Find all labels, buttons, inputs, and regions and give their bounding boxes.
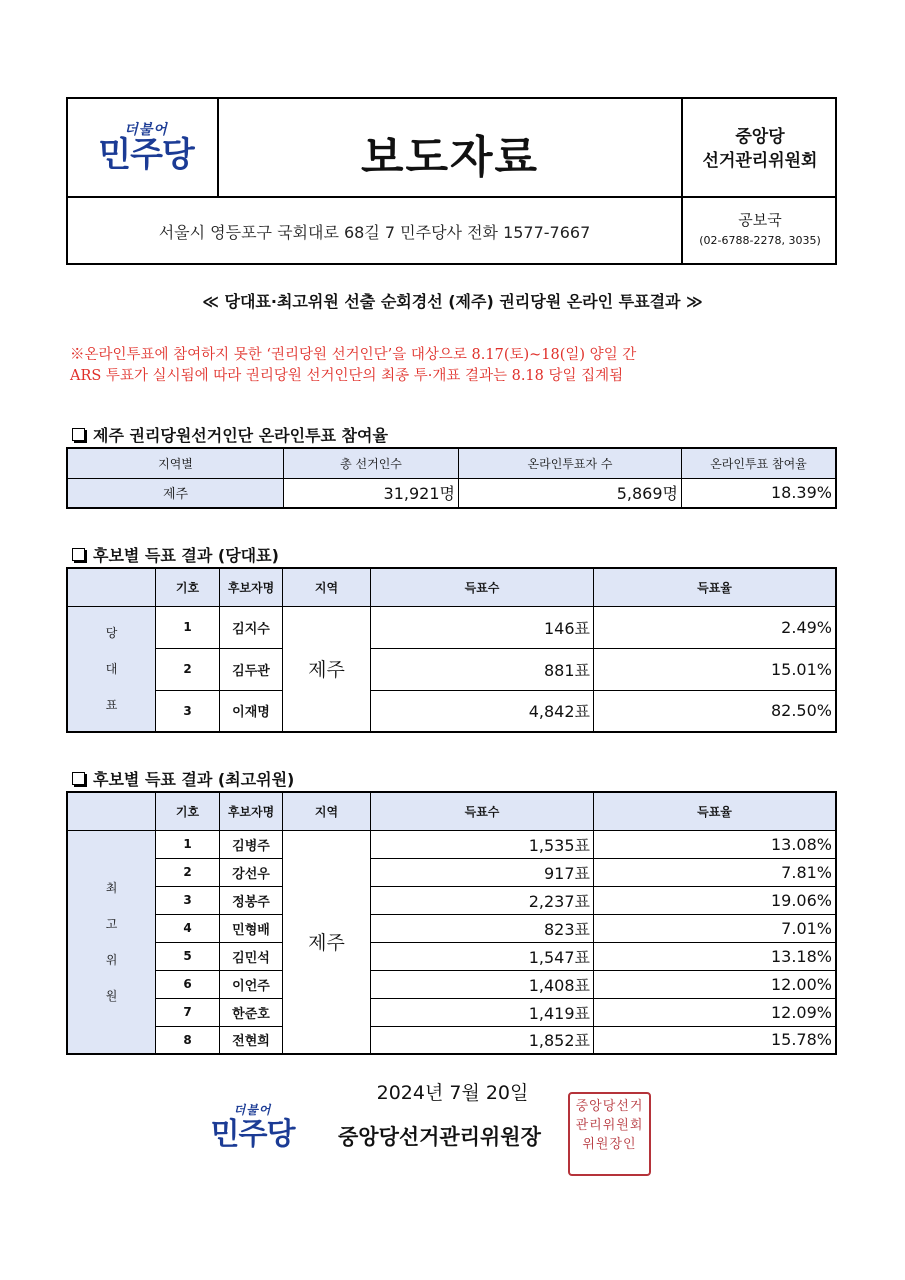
candidate-percent: 15.01% xyxy=(594,648,837,690)
committee-line2: 선거관리위원회 xyxy=(702,151,818,171)
candidate-name: 김지수 xyxy=(220,606,283,648)
column-header: 후보자명 xyxy=(220,792,283,830)
notice xyxy=(70,345,870,387)
page-title: 보도자료 xyxy=(360,132,539,183)
turnout-section-title: 제주 권리당원선거인단 온라인투표 참여율 xyxy=(72,423,388,446)
dept-info xyxy=(683,209,837,251)
committee-line1: 중앙당 xyxy=(735,127,785,147)
candidate-number: 5 xyxy=(156,942,220,970)
logo-small-text: 더불어 xyxy=(124,122,168,138)
candidate-votes: 1,535표 xyxy=(371,830,594,858)
turnout-total-voters: 31,921명 xyxy=(284,478,459,508)
candidate-name: 김병주 xyxy=(220,830,283,858)
candidate-votes: 1,852표 xyxy=(371,1026,594,1054)
candidate-percent: 12.00% xyxy=(594,970,837,998)
candidate-number: 7 xyxy=(156,998,220,1026)
leader-region: 제주 xyxy=(283,606,371,732)
dept-phone: (02-6788-2278, 3035) xyxy=(699,234,821,247)
column-header: 득표율 xyxy=(594,792,837,830)
candidate-name: 전현희 xyxy=(220,1026,283,1054)
logo-small-text: 더불어 xyxy=(233,1103,272,1117)
candidate-name: 이재명 xyxy=(220,690,283,732)
seal-text: 중앙당선거관리위원회위원장인 xyxy=(575,1099,644,1152)
candidate-name: 한준호 xyxy=(220,998,283,1026)
column-header: 득표수 xyxy=(371,568,594,606)
candidate-percent: 19.06% xyxy=(594,886,837,914)
footer-party-logo xyxy=(200,1103,305,1153)
party-logo xyxy=(86,123,206,173)
council-results-table xyxy=(66,791,837,1055)
candidate-number: 3 xyxy=(156,886,220,914)
candidate-name: 민형배 xyxy=(220,914,283,942)
candidate-percent: 7.01% xyxy=(594,914,837,942)
column-header: 기호 xyxy=(156,792,220,830)
candidate-votes: 881표 xyxy=(371,648,594,690)
release-date: 2024년 7월 20일 xyxy=(376,1082,529,1104)
turnout-header: 온라인투표 참여율 xyxy=(682,448,837,478)
candidate-votes: 917표 xyxy=(371,858,594,886)
candidate-number: 2 xyxy=(156,648,220,690)
turnout-header: 온라인투표자 수 xyxy=(459,448,682,478)
candidate-number: 3 xyxy=(156,690,220,732)
logo-big-text: 민주당 xyxy=(210,1117,295,1152)
checkbox-square-icon xyxy=(72,548,85,561)
official-seal xyxy=(568,1092,651,1176)
candidate-percent: 2.49% xyxy=(594,606,837,648)
candidate-votes: 1,547표 xyxy=(371,942,594,970)
candidate-number: 1 xyxy=(156,830,220,858)
signer-title: 중앙당선거관리위원장 xyxy=(338,1125,541,1149)
candidate-percent: 12.09% xyxy=(594,998,837,1026)
council-region: 제주 xyxy=(283,830,371,1054)
candidate-name: 김민석 xyxy=(220,942,283,970)
candidate-name: 강선우 xyxy=(220,858,283,886)
candidate-number: 4 xyxy=(156,914,220,942)
turnout-rate: 18.39% xyxy=(682,478,837,508)
candidate-percent: 15.78% xyxy=(594,1026,837,1054)
dept-name: 공보국 xyxy=(738,211,782,229)
notice-line2: ARS 투표가 실시됨에 따라 권리당원 선거인단의 최종 투·개표 결과는 8.18 당일 집계됨 xyxy=(70,368,624,384)
candidate-votes: 4,842표 xyxy=(371,690,594,732)
candidate-percent: 7.81% xyxy=(594,858,837,886)
candidate-number: 6 xyxy=(156,970,220,998)
corner-cell xyxy=(67,568,156,606)
candidate-votes: 823표 xyxy=(371,914,594,942)
turnout-header: 지역별 xyxy=(67,448,284,478)
column-header: 지역 xyxy=(283,568,371,606)
checkbox-square-icon xyxy=(72,772,85,785)
council-category-label: 최 고 위 원 xyxy=(67,830,156,1054)
turnout-table xyxy=(66,447,837,509)
turnout-online-voters: 5,869명 xyxy=(459,478,682,508)
corner-cell xyxy=(67,792,156,830)
turnout-header: 총 선거인수 xyxy=(284,448,459,478)
leader-results-table xyxy=(66,567,837,733)
candidate-name: 정봉주 xyxy=(220,886,283,914)
column-header: 기호 xyxy=(156,568,220,606)
candidate-votes: 1,408표 xyxy=(371,970,594,998)
column-header: 득표수 xyxy=(371,792,594,830)
candidate-number: 2 xyxy=(156,858,220,886)
candidate-percent: 82.50% xyxy=(594,690,837,732)
column-header: 득표율 xyxy=(594,568,837,606)
column-header: 지역 xyxy=(283,792,371,830)
candidate-votes: 146표 xyxy=(371,606,594,648)
candidate-votes: 2,237표 xyxy=(371,886,594,914)
turnout-region: 제주 xyxy=(67,478,284,508)
committee-name xyxy=(683,125,837,173)
leader-category-label: 당 대 표 xyxy=(67,606,156,732)
press-header xyxy=(66,97,837,265)
candidate-number: 1 xyxy=(156,606,220,648)
candidate-percent: 13.08% xyxy=(594,830,837,858)
checkbox-square-icon xyxy=(72,428,85,441)
logo-big-text: 민주당 xyxy=(98,135,194,175)
council-section-title: 후보별 득표 결과 (최고위원) xyxy=(72,767,294,790)
candidate-name: 김두관 xyxy=(220,648,283,690)
address-line: 서울시 영등포구 국회대로 68길 7 민주당사 전화 1577-7667 xyxy=(158,223,591,242)
notice-line1: ※온라인투표에 참여하지 못한 ‘권리당원 선거인단’을 대상으로 8.17(토)~18(일) 양일 간 xyxy=(70,347,637,363)
headline: ≪ 당대표·최고위원 선출 순회경선 (제주) 권리당원 온라인 투표결과 ≫ xyxy=(202,292,703,311)
candidate-number: 8 xyxy=(156,1026,220,1054)
candidate-votes: 1,419표 xyxy=(371,998,594,1026)
candidate-name: 이언주 xyxy=(220,970,283,998)
candidate-percent: 13.18% xyxy=(594,942,837,970)
leader-section-title: 후보별 득표 결과 (당대표) xyxy=(72,543,279,566)
column-header: 후보자명 xyxy=(220,568,283,606)
